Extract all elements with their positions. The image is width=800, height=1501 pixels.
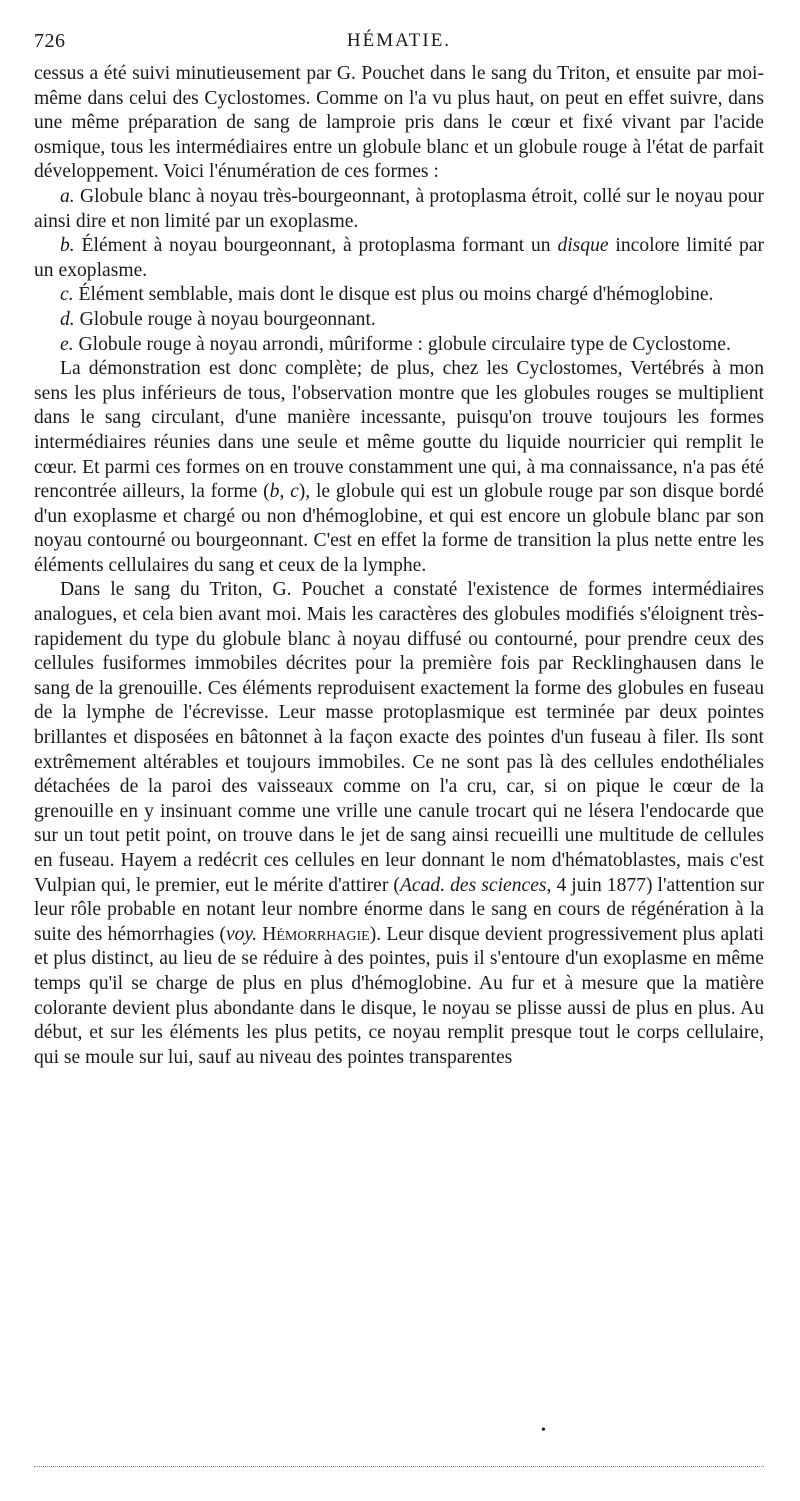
list-item: e. Globule rouge à noyau arrondi, mûriforme : globule circulaire type de Cyclostome. — [60, 333, 731, 355]
page-header — [34, 30, 764, 56]
footer-mark: • — [541, 1423, 546, 1438]
paragraph: Dans le sang du Triton, G. Pouchet a constaté l'existence de formes intermédiaires analogues, et cela bien avant moi. Mais les caractères des globules modifiés s'éloignent très-rapidement du type du globule blanc à noyau diffusé ou contourné, pour prendre ceux des cellules fusiformes immobiles décrites pour la première fois par Recklinghausen dans le sang de la grenouille. Ces éléments reproduisent exactement la forme des globules en fuseau de la lymphe de l'écrevisse. Leur masse protoplasmique est terminée par deux pointes brillantes et disposées en bâtonnet à la façon exacte des pointes d'un fuseau à filer. Ils sont extrêmement altérables et toujours immobiles. Ce ne sont pas là des cellules endothéliales détachées de la paroi des vaisseaux comme on l'a cru, car, si on pique le cœur de la grenouille en y insinuant comme une vrille une canule trocart qui ne lésera l'endocarde que sur un tout petit point, on trouve dans le jet de sang ainsi recueilli une multitude de cellules en fuseau. Hayem a redécrit ces cellules en leur donnant le nom d'hématoblastes, mais c'est Vulpian qui, le premier, eut le mérite d'attirer (Acad. des sciences, 4 juin 1877) l'attention sur leur rôle probable en notant leur nombre énorme dans le sang en cours de régénération à la suite des hémorrhagies (voy. Hémorrhagie). Leur disque devient progressivement plus aplati et plus distinct, au lieu de se réduire à des pointes, puis il s'entoure d'un exoplasme en même temps qu'il se charge de plus en plus d'hémoglobine. Au fur et à mesure que la matière colorante devient plus abondante dans le disque, le noyau se plisse aussi de plus en plus. Au début, et sur les éléments les plus petits, ce noyau remplit presque tout le corps cellulaire, qui se moule sur lui, sauf au niveau des pointes transparentes — [34, 579, 764, 1068]
list-item: a. Globule blanc à noyau très-bourgeonnant, à protoplasma étroit, collé sur le noyau pour ainsi dire et non limité par un exoplasme. — [34, 185, 764, 232]
running-head: HÉMATIE. — [346, 30, 452, 51]
body-text — [34, 62, 764, 1070]
list-item: b. Élément à noyau bourgeonnant, à protoplasma formant un disque incolore limité par un exoplasme. — [34, 235, 764, 281]
paragraph: cessus a été suivi minutieusement par G. Pouchet dans le sang du Triton, et ensuite par moi-même dans celui des Cyclostomes. Comme on l'a vu plus haut, on peut en effet suivre, dans une même préparation de sang de lamproie pris dans le cœur et fixé vivant par l'acide osmique, tous les intermédiaires entre un globule blanc et un globule rouge à l'état de parfait développement. Voici l'énumération de ces formes : — [34, 63, 764, 183]
footer-rule — [34, 1466, 764, 1467]
paragraph: La démonstration est donc complète; de plus, chez les Cyclostomes, Vertébrés à mon sens les plus inférieurs de tous, l'observation montre que les globules rouges se multiplient dans le sang circulant, d'une manière incessante, puisqu'on trouve toujours les formes intermédiaires réunies dans une seule et même goutte du liquide nourricier qui remplit le cœur. Et parmi ces formes on en trouve constamment une qui, à ma connaissance, n'a pas été rencontrée ailleurs, la forme (b, c), le globule qui est un globule rouge par son disque bordé d'un exoplasme et chargé ou non d'hémoglobine, et qui est encore un globule blanc par son noyau contourné ou bourgeonnant. C'est en effet la forme de transition la plus nette entre les éléments cellulaires du sang et ceux de la lymphe. — [34, 358, 764, 576]
list-item: d. Globule rouge à noyau bourgeonnant. — [60, 308, 376, 330]
page-number: 726 — [34, 30, 66, 52]
list-item: c. Élément semblable, mais dont le disque est plus ou moins chargé d'hémoglobine. — [60, 284, 714, 306]
